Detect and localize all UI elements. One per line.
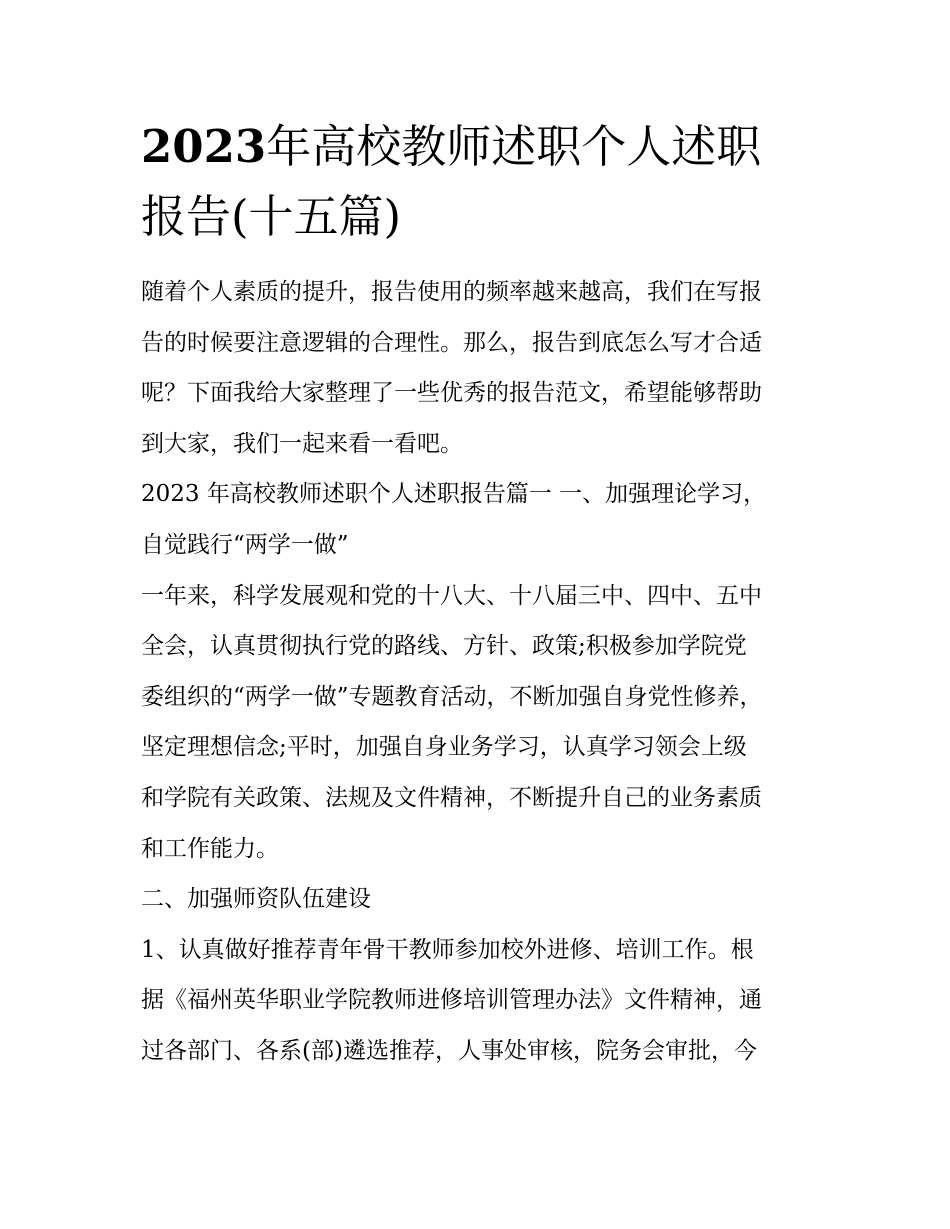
text-line: 一年来，科学发展观和党的十八大、十八届三中、四中、五中 (141, 582, 762, 609)
text-line: 2023 年高校教师述职个人述职报告篇一 一、加强理论学习， (141, 481, 767, 508)
text-line: 委组织的“两学一做”专题教育活动，不断加强自身党性修养， (141, 683, 763, 710)
text-line: 到大家，我们一起来看一看吧。 (141, 430, 463, 457)
document-content (141, 112, 811, 1077)
title-text: 报告(十五篇) (141, 190, 402, 243)
text-line: 二、加强师资队伍建设 (141, 886, 371, 913)
text-line: 告的时候要注意逻辑的合理性。那么，报告到底怎么写才合适 (141, 329, 762, 356)
text-line: 坚定理想信念;平时，加强自身业务学习，认真学习领会上级 (141, 734, 747, 761)
text-line: 1、认真做好推荐青年骨干教师参加校外进修、培训工作。根 (141, 936, 754, 963)
title-line (141, 182, 811, 252)
title-year: 2023 (141, 120, 267, 173)
text-line: 过各部门、各系(部)遴选推荐，人事处审核，院务会审批，今 (141, 1037, 757, 1064)
text-line: 随着个人素质的提升，报告使用的频率越来越高，我们在写报 (141, 279, 762, 305)
text-line: 全会，认真贯彻执行党的路线、方针、政策;积极参加学院党 (141, 633, 747, 660)
title-line (141, 112, 811, 182)
text-line: 据《福州英华职业学院教师进修培训管理办法》文件精神，通 (141, 987, 762, 1014)
document-body (141, 267, 811, 1077)
title-text: 年高校教师述职个人述职 (266, 120, 762, 173)
document-title (141, 112, 811, 252)
text-line: 和工作能力。 (141, 835, 279, 862)
text-line: 呢？下面我给大家整理了一些优秀的报告范文，希望能够帮助 (141, 380, 762, 407)
text-line: 和学院有关政策、法规及文件精神，不断提升自己的业务素质 (141, 784, 762, 811)
text-line: 自觉践行“两学一做” (141, 531, 349, 558)
